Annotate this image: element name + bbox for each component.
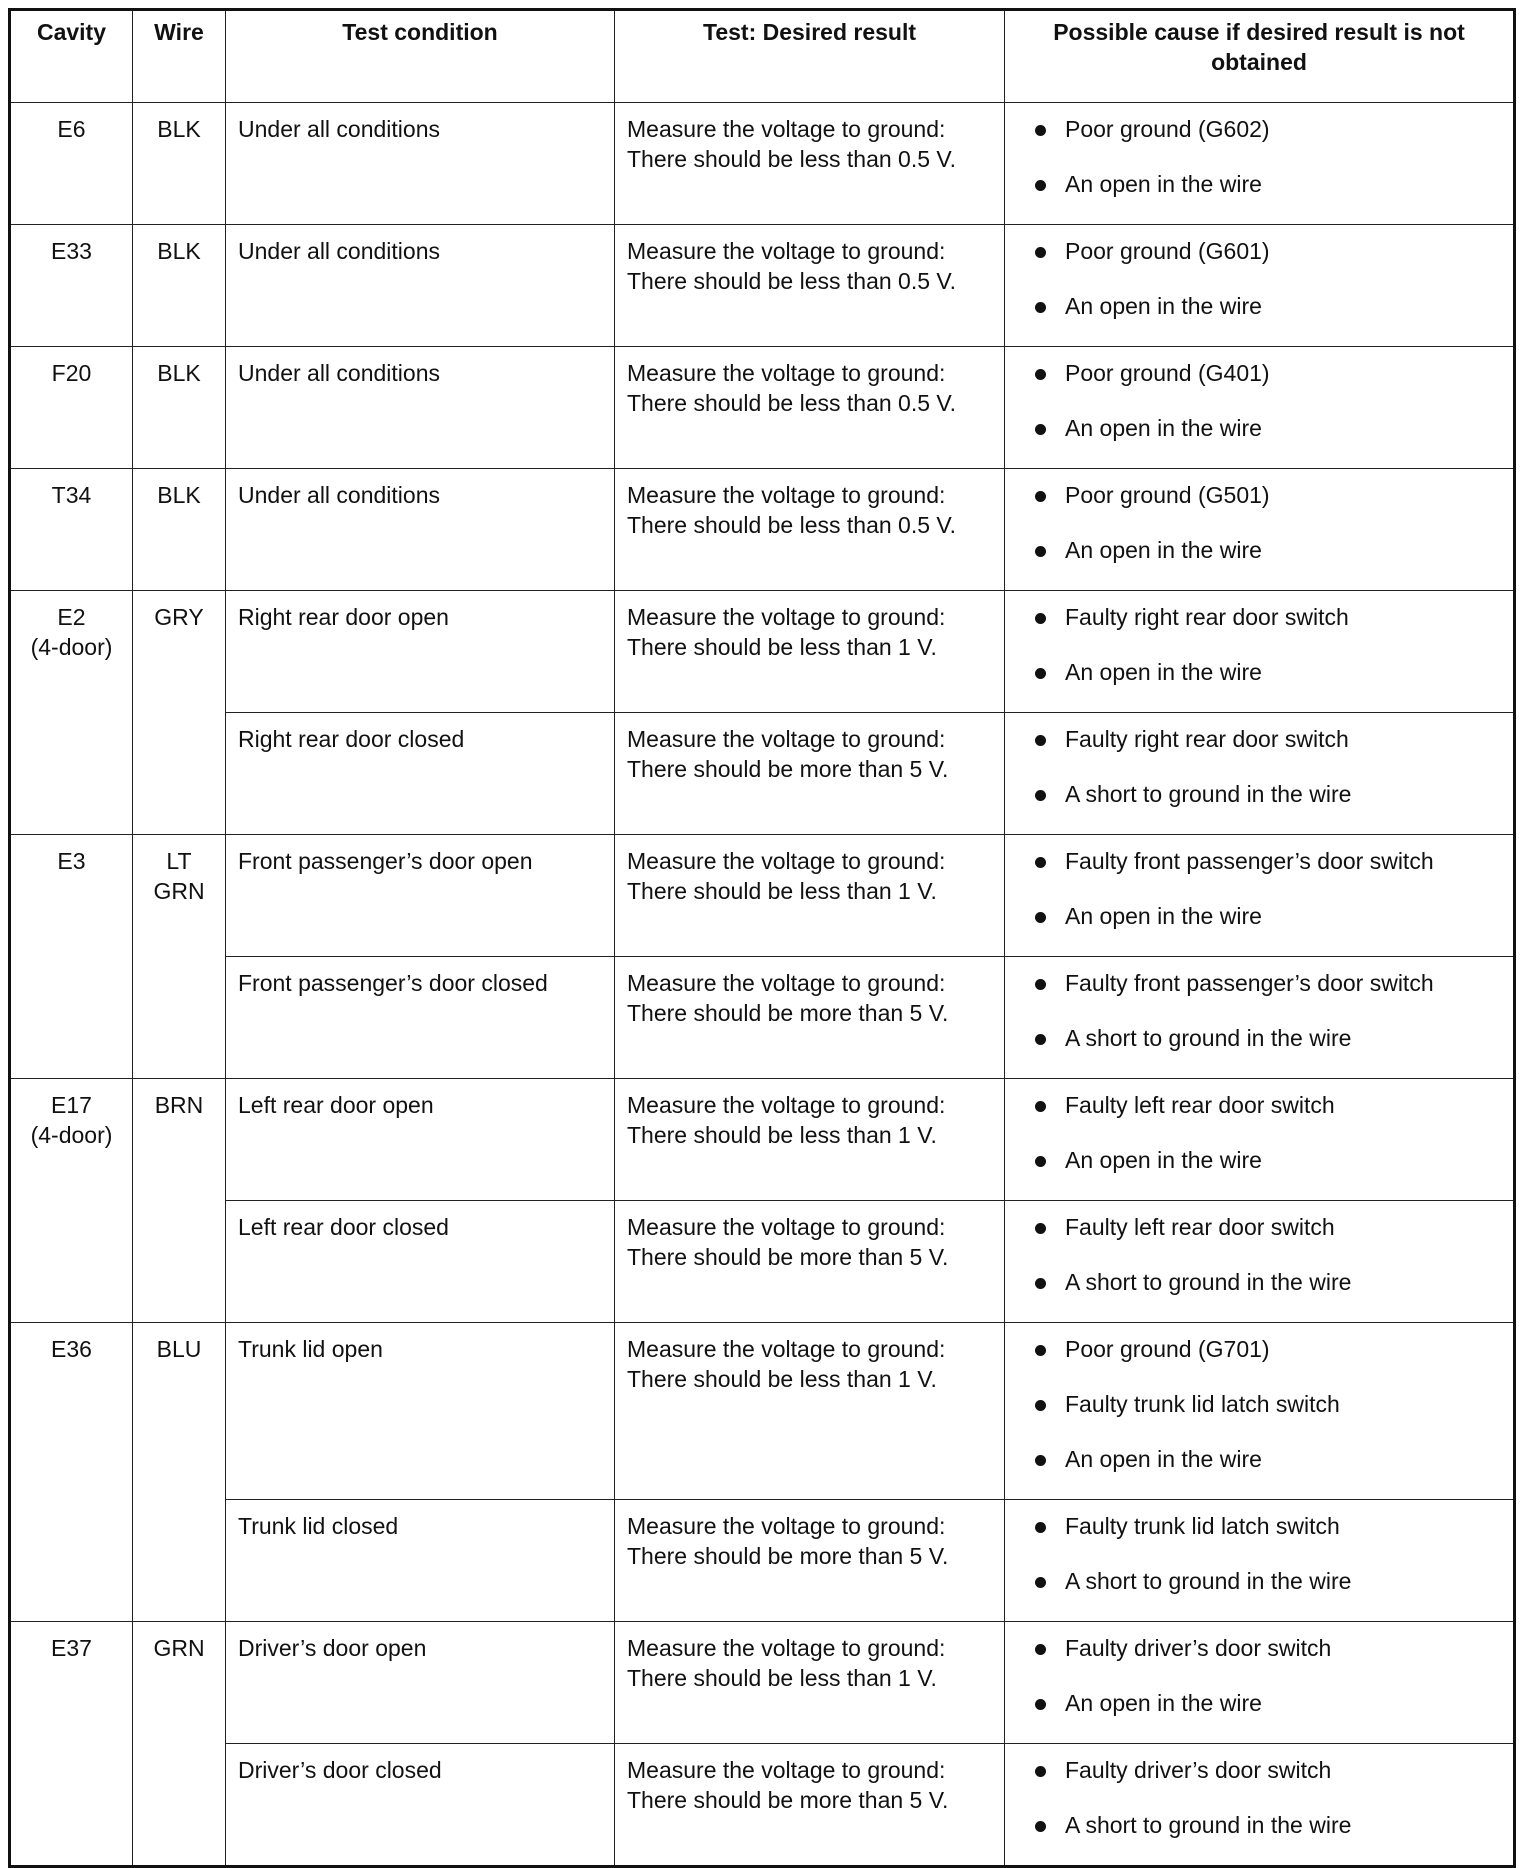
table-row: [10, 225, 1515, 347]
cavity-cell: [10, 225, 133, 347]
test-table: [8, 8, 1516, 1868]
cause-item: [1031, 1334, 1507, 1389]
wire-cell: [133, 347, 226, 469]
cause-text: Faulty left rear door switch: [1065, 1092, 1335, 1118]
cause-text: Poor ground (G701): [1065, 1336, 1270, 1362]
wire-cell: [133, 1622, 226, 1867]
condition-cell: Trunk lid open: [226, 1323, 615, 1500]
bullet-icon: [1035, 1766, 1046, 1777]
bullet-icon: [1035, 1644, 1046, 1655]
result-line-1: Measure the voltage to ground:: [627, 116, 946, 142]
cause-text: An open in the wire: [1065, 415, 1262, 441]
cavity-cell: [10, 1323, 133, 1622]
wire-cell: [133, 103, 226, 225]
cause-item: [1031, 1212, 1507, 1267]
bullet-icon: [1035, 1577, 1046, 1588]
cause-item: [1031, 724, 1507, 779]
bullet-icon: [1035, 1455, 1046, 1466]
cause-cell: [1005, 1079, 1515, 1201]
cause-text: An open in the wire: [1065, 659, 1262, 685]
bullet-icon: [1035, 668, 1046, 679]
cause-text: An open in the wire: [1065, 1147, 1262, 1173]
cause-cell: [1005, 1500, 1515, 1622]
result-line-2: There should be less than 1 V.: [627, 1665, 937, 1691]
table-row: [10, 347, 1515, 469]
condition-cell: Right rear door open: [226, 591, 615, 713]
cause-text: Faulty trunk lid latch switch: [1065, 1391, 1340, 1417]
cause-text: A short to ground in the wire: [1065, 1568, 1352, 1594]
cause-item: [1031, 1090, 1507, 1145]
cause-item: [1031, 968, 1507, 1023]
cavity-note: (4-door): [30, 634, 113, 660]
wire-color-2: GRN: [153, 878, 205, 904]
table-row: [10, 103, 1515, 225]
cause-item: [1031, 413, 1507, 468]
wire-color: BLK: [157, 116, 201, 142]
result-cell: [615, 1744, 1005, 1867]
result-line-2: There should be less than 0.5 V.: [627, 390, 957, 416]
cause-cell: [1005, 957, 1515, 1079]
cause-cell: [1005, 469, 1515, 591]
result-line-2: There should be less than 0.5 V.: [627, 512, 957, 538]
cause-text: An open in the wire: [1065, 1690, 1262, 1716]
cavity-cell: [10, 347, 133, 469]
result-line-1: Measure the voltage to ground:: [627, 1635, 946, 1661]
bullet-icon: [1035, 1821, 1046, 1832]
condition-cell: Under all conditions: [226, 347, 615, 469]
cause-item: [1031, 1444, 1507, 1499]
result-line-2: There should be more than 5 V.: [627, 1543, 949, 1569]
bullet-icon: [1035, 1400, 1046, 1411]
cavity-id: E6: [57, 116, 86, 142]
result-line-2: There should be less than 0.5 V.: [627, 268, 957, 294]
cause-text: An open in the wire: [1065, 903, 1262, 929]
result-line-1: Measure the voltage to ground:: [627, 238, 946, 264]
cavity-id: E37: [51, 1635, 92, 1661]
result-line-1: Measure the voltage to ground:: [627, 848, 946, 874]
cavity-id: E2: [57, 604, 86, 630]
result-cell: [615, 713, 1005, 835]
cause-item: [1031, 1755, 1507, 1810]
cause-item: [1031, 657, 1507, 712]
bullet-icon: [1035, 302, 1046, 313]
cause-text: An open in the wire: [1065, 293, 1262, 319]
cause-item: [1031, 1511, 1507, 1566]
table-row: [10, 1201, 1515, 1323]
header-wire: Wire: [133, 10, 226, 103]
cause-item: [1031, 1810, 1507, 1865]
bullet-icon: [1035, 180, 1046, 191]
table-wrapper: [8, 8, 1516, 1868]
bullet-icon: [1035, 1101, 1046, 1112]
condition-cell: Right rear door closed: [226, 713, 615, 835]
condition-cell: Left rear door open: [226, 1079, 615, 1201]
result-line-2: There should be more than 5 V.: [627, 1787, 949, 1813]
bullet-icon: [1035, 424, 1046, 435]
wire-color: BRN: [154, 1092, 204, 1118]
result-cell: [615, 225, 1005, 347]
header-cause: Possible cause if desired result is not obtained: [1005, 10, 1515, 103]
cause-text: Faulty front passenger’s door switch: [1065, 848, 1434, 874]
cause-cell: [1005, 1744, 1515, 1867]
cause-item: [1031, 480, 1507, 535]
wire-color: BLK: [157, 360, 201, 386]
cavity-id: F20: [51, 360, 92, 386]
result-cell: [615, 835, 1005, 957]
wire-color: LT: [166, 848, 192, 874]
cavity-cell: [10, 1079, 133, 1323]
wire-color: GRN: [153, 1635, 205, 1661]
cause-cell: [1005, 713, 1515, 835]
condition-cell: Trunk lid closed: [226, 1500, 615, 1622]
condition-cell: Driver’s door open: [226, 1622, 615, 1744]
bullet-icon: [1035, 979, 1046, 990]
result-cell: [615, 1622, 1005, 1744]
result-cell: [615, 103, 1005, 225]
result-cell: [615, 591, 1005, 713]
result-line-2: There should be more than 5 V.: [627, 1244, 949, 1270]
table-row: [10, 1744, 1515, 1867]
cause-text: Poor ground (G401): [1065, 360, 1270, 386]
cause-cell: [1005, 1201, 1515, 1323]
wire-color: BLU: [156, 1336, 202, 1362]
cause-text: Faulty right rear door switch: [1065, 726, 1349, 752]
cause-item: [1031, 1633, 1507, 1688]
cavity-cell: [10, 835, 133, 1079]
wire-cell: [133, 225, 226, 347]
bullet-icon: [1035, 735, 1046, 746]
cavity-id: T34: [51, 482, 92, 508]
result-line-2: There should be less than 1 V.: [627, 634, 937, 660]
bullet-icon: [1035, 369, 1046, 380]
cause-item: [1031, 846, 1507, 901]
condition-cell: Under all conditions: [226, 103, 615, 225]
header-condition: Test condition: [226, 10, 615, 103]
cause-item: [1031, 358, 1507, 413]
result-line-1: Measure the voltage to ground:: [627, 1513, 946, 1539]
cause-item: [1031, 1688, 1507, 1743]
result-line-1: Measure the voltage to ground:: [627, 1336, 946, 1362]
result-line-1: Measure the voltage to ground:: [627, 360, 946, 386]
wire-cell: [133, 591, 226, 835]
cause-item: [1031, 291, 1507, 346]
cause-text: An open in the wire: [1065, 1446, 1262, 1472]
condition-cell: Under all conditions: [226, 469, 615, 591]
cause-text: Poor ground (G501): [1065, 482, 1270, 508]
bullet-icon: [1035, 1278, 1046, 1289]
bullet-icon: [1035, 125, 1046, 136]
result-line-1: Measure the voltage to ground:: [627, 970, 946, 996]
cavity-id: E17: [51, 1092, 92, 1118]
result-line-1: Measure the voltage to ground:: [627, 1757, 946, 1783]
cause-cell: [1005, 1622, 1515, 1744]
cause-text: An open in the wire: [1065, 171, 1262, 197]
condition-cell: Driver’s door closed: [226, 1744, 615, 1867]
header-result: Test: Desired result: [615, 10, 1005, 103]
wire-cell: [133, 835, 226, 1079]
bullet-icon: [1035, 1699, 1046, 1710]
cause-text: Faulty front passenger’s door switch: [1065, 970, 1434, 996]
cause-text: A short to ground in the wire: [1065, 1812, 1352, 1838]
result-cell: [615, 1079, 1005, 1201]
result-line-1: Measure the voltage to ground:: [627, 1214, 946, 1240]
cavity-cell: [10, 591, 133, 835]
table-row: [10, 957, 1515, 1079]
wire-color: BLK: [157, 238, 201, 264]
cause-item: [1031, 1267, 1507, 1322]
wire-cell: [133, 1323, 226, 1622]
cavity-cell: [10, 1622, 133, 1867]
cause-cell: [1005, 591, 1515, 713]
condition-cell: Left rear door closed: [226, 1201, 615, 1323]
bullet-icon: [1035, 1345, 1046, 1356]
result-line-2: There should be less than 0.5 V.: [627, 146, 957, 172]
result-cell: [615, 1201, 1005, 1323]
bullet-icon: [1035, 546, 1046, 557]
result-line-2: There should be more than 5 V.: [627, 1000, 949, 1026]
cavity-note: (4-door): [30, 1122, 113, 1148]
result-line-1: Measure the voltage to ground:: [627, 1092, 946, 1118]
cause-item: [1031, 1145, 1507, 1200]
condition-cell: Under all conditions: [226, 225, 615, 347]
cause-item: [1031, 901, 1507, 956]
bullet-icon: [1035, 1522, 1046, 1533]
result-cell: [615, 1500, 1005, 1622]
cavity-cell: [10, 469, 133, 591]
cause-text: Faulty right rear door switch: [1065, 604, 1349, 630]
cause-item: [1031, 535, 1507, 590]
cause-text: Faulty trunk lid latch switch: [1065, 1513, 1340, 1539]
cavity-id: E33: [51, 238, 92, 264]
bullet-icon: [1035, 857, 1046, 868]
table-row: [10, 1079, 1515, 1201]
cause-item: [1031, 1023, 1507, 1078]
bullet-icon: [1035, 613, 1046, 624]
cause-cell: [1005, 103, 1515, 225]
table-row: [10, 469, 1515, 591]
bullet-icon: [1035, 912, 1046, 923]
cause-text: Faulty left rear door switch: [1065, 1214, 1335, 1240]
bullet-icon: [1035, 247, 1046, 258]
bullet-icon: [1035, 1156, 1046, 1167]
result-cell: [615, 347, 1005, 469]
result-line-2: There should be less than 1 V.: [627, 1122, 937, 1148]
bullet-icon: [1035, 491, 1046, 502]
cause-item: [1031, 114, 1507, 169]
result-cell: [615, 957, 1005, 1079]
cause-cell: [1005, 347, 1515, 469]
bullet-icon: [1035, 1223, 1046, 1234]
result-cell: [615, 1323, 1005, 1500]
result-line-1: Measure the voltage to ground:: [627, 604, 946, 630]
table-row: [10, 1323, 1515, 1500]
cause-text: Poor ground (G601): [1065, 238, 1270, 264]
result-line-2: There should be less than 1 V.: [627, 878, 937, 904]
cause-item: [1031, 1566, 1507, 1621]
cause-item: [1031, 602, 1507, 657]
cause-text: A short to ground in the wire: [1065, 1025, 1352, 1051]
header-cavity: Cavity: [10, 10, 133, 103]
cause-text: A short to ground in the wire: [1065, 781, 1352, 807]
bullet-icon: [1035, 790, 1046, 801]
cavity-id: E3: [57, 848, 86, 874]
table-row: [10, 1500, 1515, 1622]
cause-item: [1031, 1389, 1507, 1444]
wire-color: GRY: [154, 604, 204, 630]
table-row: [10, 591, 1515, 713]
cause-item: [1031, 779, 1507, 834]
bullet-icon: [1035, 1034, 1046, 1045]
cause-item: [1031, 236, 1507, 291]
result-line-2: There should be less than 1 V.: [627, 1366, 937, 1392]
cause-cell: [1005, 225, 1515, 347]
cavity-cell: [10, 103, 133, 225]
result-cell: [615, 469, 1005, 591]
cause-text: A short to ground in the wire: [1065, 1269, 1352, 1295]
result-line-2: There should be more than 5 V.: [627, 756, 949, 782]
condition-cell: Front passenger’s door closed: [226, 957, 615, 1079]
cause-text: Poor ground (G602): [1065, 116, 1270, 142]
table-row: [10, 713, 1515, 835]
cause-item: [1031, 169, 1507, 224]
cause-cell: [1005, 835, 1515, 957]
cause-text: Faulty driver’s door switch: [1065, 1635, 1332, 1661]
condition-cell: Front passenger’s door open: [226, 835, 615, 957]
cavity-id: E36: [51, 1336, 92, 1362]
cause-cell: [1005, 1323, 1515, 1500]
wire-cell: [133, 1079, 226, 1323]
wire-cell: [133, 469, 226, 591]
header-row: [10, 10, 1515, 103]
result-line-1: Measure the voltage to ground:: [627, 482, 946, 508]
wire-color: BLK: [157, 482, 201, 508]
table-row: [10, 1622, 1515, 1744]
cause-text: An open in the wire: [1065, 537, 1262, 563]
table-row: [10, 835, 1515, 957]
result-line-1: Measure the voltage to ground:: [627, 726, 946, 752]
cause-text: Faulty driver’s door switch: [1065, 1757, 1332, 1783]
